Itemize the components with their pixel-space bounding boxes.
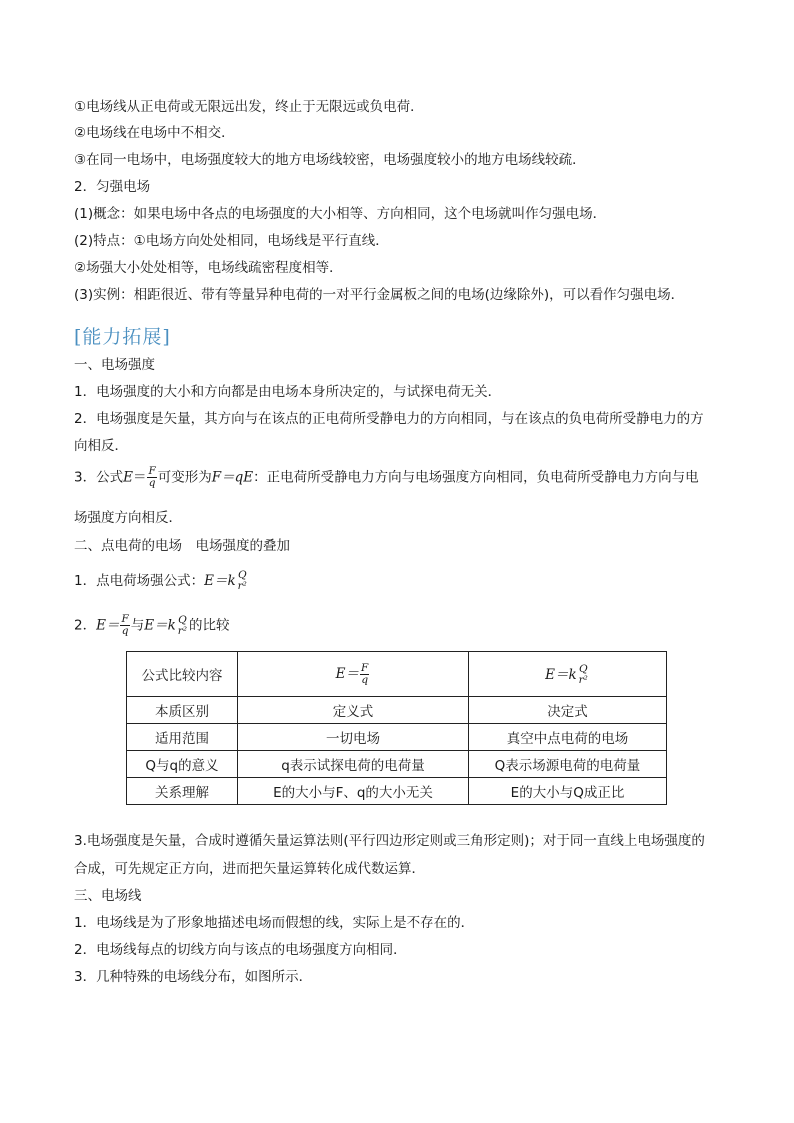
- sec3-p1: 1．电场线是为了形象地描述电场而假想的线，实际上是不存在的．: [74, 915, 475, 931]
- sec2-p1-pre: 1．点电荷场强公式：: [74, 573, 205, 589]
- sec1-p3-mid: 可变形为: [157, 469, 212, 486]
- table-cell: Q与q的意义: [127, 751, 238, 778]
- fraction-denominator: r²: [177, 624, 188, 637]
- table-cell: 一切电场: [238, 724, 469, 751]
- fraction-q-over-r2: [578, 664, 589, 686]
- sec2-p3b: 合成，可先规定正方向，进而把矢量运算转化成代数运算．: [74, 861, 425, 877]
- section-heading: [能力拓展]: [74, 326, 171, 348]
- fraction-denominator: r²: [237, 580, 247, 592]
- fraction-numerator: Q: [178, 613, 187, 626]
- sec2-p1: [74, 570, 249, 592]
- sec2-p2-mid: 与: [130, 617, 145, 634]
- intro-line-8: (3)实例：相距很近、带有等量异种电荷的一对平行金属板之间的电场(边缘除外)，可以看作匀强电场．: [74, 287, 685, 303]
- table-cell: 本质区别: [127, 697, 238, 724]
- fraction-numerator: Q: [237, 569, 247, 581]
- sec1-p2b: 向相反．: [74, 438, 128, 454]
- fraction-denominator: q: [121, 625, 129, 637]
- sec3-p3: 3．几种特殊的电场线分布，如图所示．: [74, 969, 313, 985]
- intro-line-7: ②场强大小处处相等，电场线疏密程度相等．: [74, 260, 343, 276]
- formula-e-eq-k: E＝k: [204, 573, 236, 589]
- intro-line-6: (2)特点：①电场方向处处相同，电场线是平行直线．: [74, 233, 389, 249]
- sec1-p3b: 场强度方向相反．: [74, 510, 182, 526]
- sec2-p2: [74, 614, 230, 637]
- intro-line-5: (1)概念：如果电场中各点的电场强度的大小相等、方向相同，这个电场就叫作匀强电场．: [74, 206, 607, 222]
- formula-eq: ＝: [132, 469, 147, 486]
- table-cell: E的大小与Q成正比: [469, 778, 667, 805]
- sec3-title: 三、电场线: [74, 888, 142, 904]
- formula-e-eq: E＝: [335, 666, 360, 683]
- table-row: [127, 697, 667, 724]
- sec2-p3a: 3.电场强度是矢量，合成时遵循矢量运算法则(平行四边形定则或三角形定则)；对于同一直线上电场强度的: [74, 833, 705, 849]
- fraction-denominator: r²: [578, 673, 588, 686]
- table-cell: 关系理解: [127, 778, 238, 805]
- fraction-numerator: F: [148, 465, 156, 477]
- table-cell: 定义式: [238, 697, 469, 724]
- table-header-cell: 公式比较内容: [127, 652, 238, 697]
- formula-E: E: [123, 469, 133, 486]
- fraction-f-over-q: [120, 614, 129, 637]
- sec1-p3-pre: 3．公式: [74, 469, 124, 486]
- table-cell: E的大小与F、q的大小无关: [238, 778, 469, 805]
- formula-f-eq-qe: F＝qE: [211, 469, 254, 486]
- table-row: [127, 778, 667, 805]
- table-header-row: [127, 652, 667, 697]
- sec1-p1: 1．电场强度的大小和方向都是由电场本身所决定的，与试探电荷无关．: [74, 384, 502, 400]
- fraction-f-over-q: [147, 466, 156, 489]
- sec3-p2: 2．电场线每点的切线方向与该点的电场强度方向相同．: [74, 942, 407, 958]
- sec1-title: 一、电场强度: [74, 357, 155, 373]
- fraction-q-over-r2: [237, 570, 248, 592]
- formula-e-eq-k: E＝k: [545, 666, 577, 683]
- sec2-title: 二、点电荷的电场 电场强度的叠加: [74, 538, 290, 554]
- formula-e-eq-k: E＝k: [144, 617, 176, 634]
- sec1-p3: [74, 466, 699, 489]
- sec2-p2-post: 的比较: [189, 617, 230, 634]
- table-row: [127, 724, 667, 751]
- table-cell: q表示试探电荷的电荷量: [238, 751, 469, 778]
- intro-line-2: ②电场线在电场中不相交．: [74, 125, 235, 141]
- fraction-numerator: F: [361, 661, 369, 674]
- table-header-cell: [469, 652, 667, 697]
- sec1-p2a: 2．电场强度是矢量，其方向与在该点的正电荷所受静电力的方向相同，与在该点的负电荷所受静电力的方: [74, 411, 704, 427]
- table-cell: 适用范围: [127, 724, 238, 751]
- fraction-denominator: q: [148, 477, 156, 489]
- comparison-table: [126, 651, 667, 805]
- intro-line-1: ①电场线从正电荷或无限远出发，终止于无限远或负电荷．: [74, 99, 424, 115]
- intro-line-3: ③在同一电场中，电场强度较大的地方电场线较密，电场强度较小的地方电场线较疏．: [74, 152, 586, 168]
- table-header-cell: [238, 652, 469, 697]
- fraction-numerator: F: [121, 613, 129, 625]
- table-cell: Q表示场源电荷的电荷量: [469, 751, 667, 778]
- table-row: [127, 751, 667, 778]
- table-cell: 真空中点电荷的电场: [469, 724, 667, 751]
- fraction-numerator: Q: [578, 662, 588, 675]
- sec2-p2-pre: 2．: [74, 617, 97, 634]
- fraction-denominator: q: [361, 673, 369, 686]
- formula-e-eq: E＝: [96, 617, 120, 634]
- fraction-q-over-r2: [177, 615, 188, 637]
- fraction-f-over-q: [360, 663, 369, 686]
- sec1-p3-post: ：正电荷所受静电力方向与电场强度方向相同，负电荷所受静电力方向与电: [253, 469, 699, 486]
- table-cell: 决定式: [469, 697, 667, 724]
- intro-line-4: 2．匀强电场: [74, 179, 151, 195]
